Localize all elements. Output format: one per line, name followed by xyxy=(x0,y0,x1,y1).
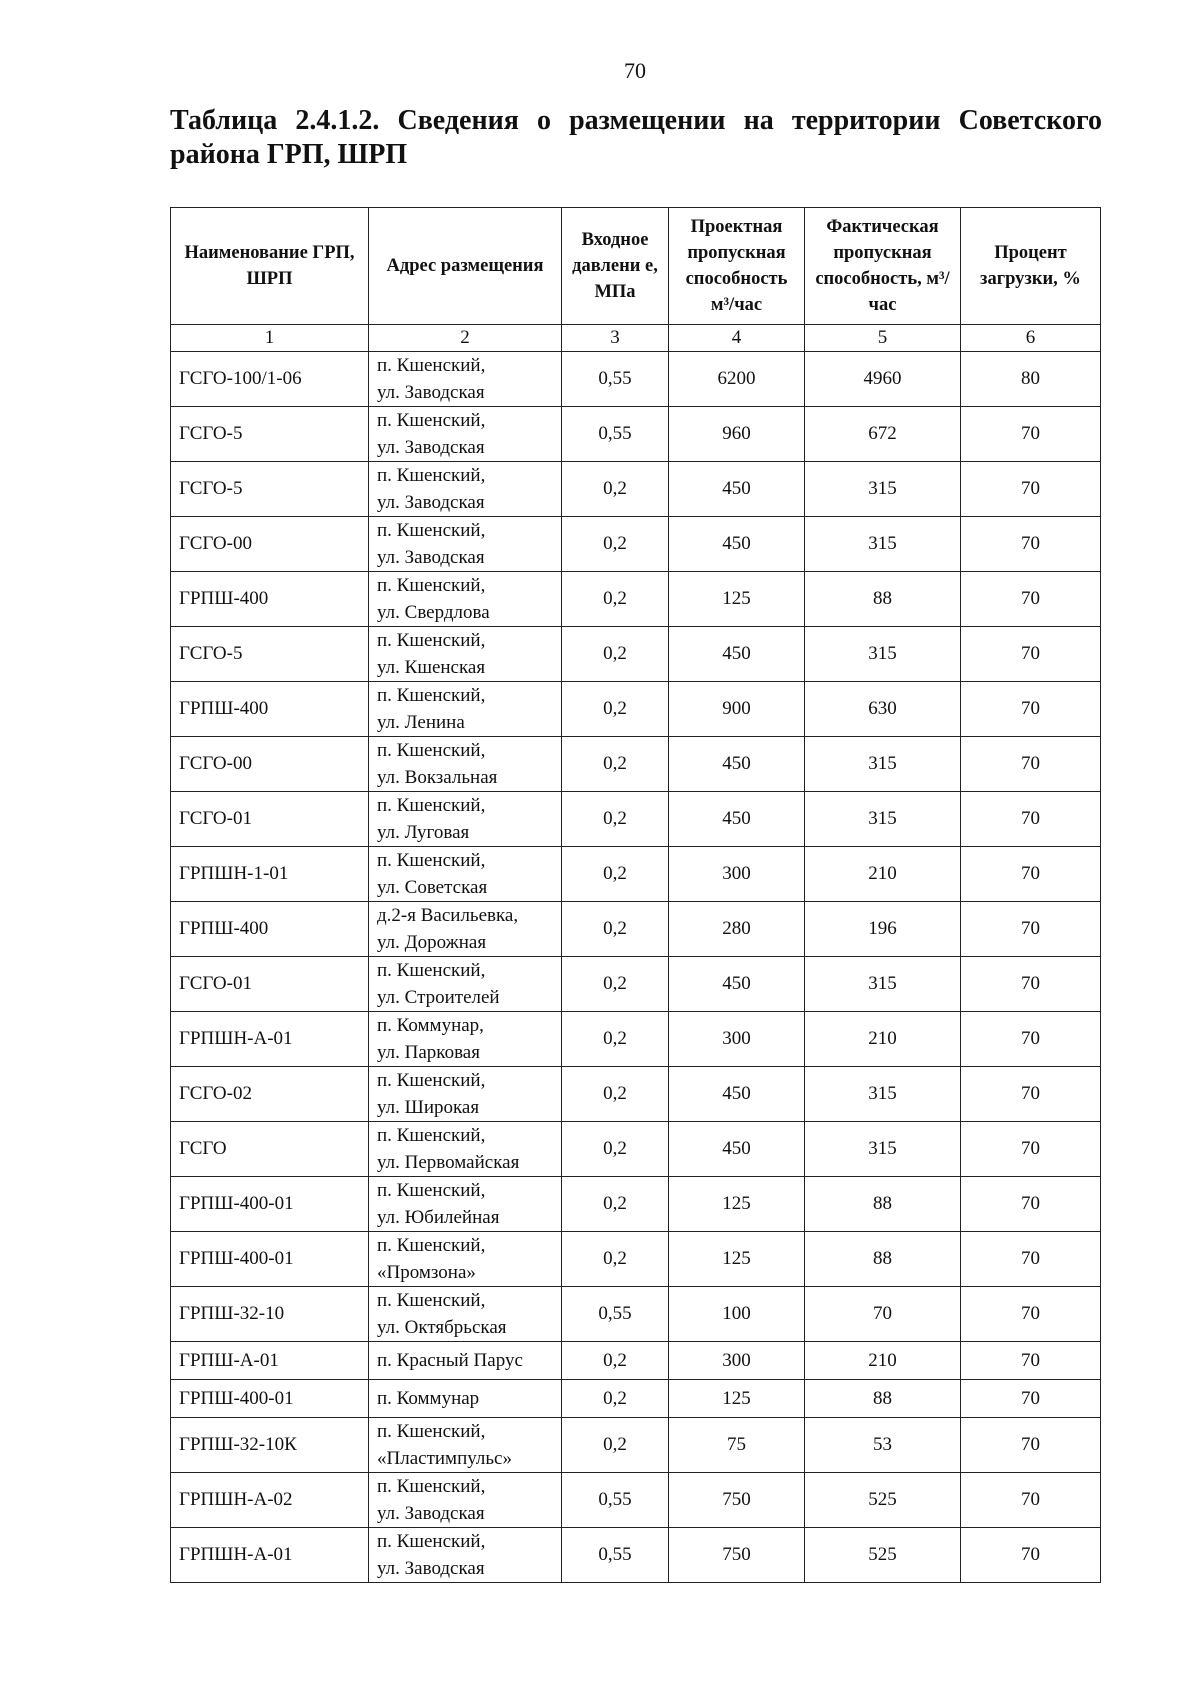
header-name: Наименование ГРП, ШРП xyxy=(171,208,369,325)
actual-capacity-cell: 70 xyxy=(805,1287,961,1342)
load-percent-cell: 70 xyxy=(961,517,1101,572)
pressure-cell: 0,2 xyxy=(562,1067,669,1122)
address-line-1: п. Кшенский, xyxy=(377,520,486,541)
address-line-1: п. Коммунар, xyxy=(377,1015,484,1036)
actual-capacity-cell: 672 xyxy=(805,407,961,462)
load-percent-cell: 70 xyxy=(961,462,1101,517)
address-line-1: п. Кшенский, xyxy=(377,1235,486,1256)
table-row xyxy=(171,1287,1101,1342)
address-line-1: п. Кшенский, xyxy=(377,850,486,871)
table-row xyxy=(171,1122,1101,1177)
address-line-1: п. Кшенский, xyxy=(377,1070,486,1091)
station-name-cell: ГСГО-00 xyxy=(171,517,369,572)
address-line-2: ул. Широкая xyxy=(377,1097,480,1118)
design-capacity-cell: 750 xyxy=(669,1528,805,1583)
pressure-cell: 0,2 xyxy=(562,682,669,737)
load-percent-cell: 70 xyxy=(961,1380,1101,1418)
load-percent-cell: 70 xyxy=(961,957,1101,1012)
design-capacity-cell: 450 xyxy=(669,1122,805,1177)
table-row xyxy=(171,737,1101,792)
station-name-cell: ГСГО-00 xyxy=(171,737,369,792)
table-row xyxy=(171,682,1101,737)
load-percent-cell: 70 xyxy=(961,847,1101,902)
address-line-1: п. Кшенский, xyxy=(377,575,486,596)
gas-stations-table xyxy=(170,207,1101,1583)
design-capacity-cell: 100 xyxy=(669,1287,805,1342)
actual-capacity-cell: 88 xyxy=(805,1380,961,1418)
address-cell xyxy=(369,462,562,517)
pressure-cell: 0,2 xyxy=(562,517,669,572)
page-number: 70 xyxy=(624,58,646,83)
actual-capacity-cell: 315 xyxy=(805,517,961,572)
table-row xyxy=(171,1473,1101,1528)
address-line-2: ул. Дорожная xyxy=(377,932,487,953)
load-percent-cell: 70 xyxy=(961,1232,1101,1287)
table-row xyxy=(171,1012,1101,1067)
design-capacity-cell: 300 xyxy=(669,1012,805,1067)
pressure-cell: 0,2 xyxy=(562,1177,669,1232)
address-cell xyxy=(369,792,562,847)
address-line-1: п. Кшенский, xyxy=(377,795,486,816)
actual-capacity-cell: 315 xyxy=(805,737,961,792)
address-line-1: п. Кшенский, xyxy=(377,1180,486,1201)
address-cell xyxy=(369,957,562,1012)
station-name-cell: ГРПШ-400 xyxy=(171,902,369,957)
column-number-row xyxy=(171,325,1101,352)
actual-capacity-cell: 315 xyxy=(805,1067,961,1122)
address-line-2: ул. Заводская xyxy=(377,437,485,458)
address-line-2: ул. Ленина xyxy=(377,712,465,733)
table-row xyxy=(171,1418,1101,1473)
actual-capacity-cell: 88 xyxy=(805,1232,961,1287)
table-row xyxy=(171,957,1101,1012)
address-line-2: ул. Парковая xyxy=(377,1042,480,1063)
design-capacity-cell: 125 xyxy=(669,572,805,627)
address-cell xyxy=(369,1122,562,1177)
column-number: 1 xyxy=(171,325,369,352)
design-capacity-cell: 125 xyxy=(669,1380,805,1418)
station-name-cell: ГСГО-5 xyxy=(171,462,369,517)
pressure-cell: 0,2 xyxy=(562,1418,669,1473)
actual-capacity-cell: 315 xyxy=(805,627,961,682)
address-line-2: ул. Заводская xyxy=(377,1558,485,1579)
address-cell xyxy=(369,352,562,407)
header-address: Адрес размещения xyxy=(369,208,562,325)
address-line-1: п. Кшенский, xyxy=(377,1290,486,1311)
address-line-1: п. Кшенский, xyxy=(377,355,486,376)
address-cell xyxy=(369,627,562,682)
column-number: 3 xyxy=(562,325,669,352)
load-percent-cell: 70 xyxy=(961,1177,1101,1232)
address-line-1: п. Кшенский, xyxy=(377,960,486,981)
load-percent-cell: 70 xyxy=(961,407,1101,462)
station-name-cell: ГСГО-100/1-06 xyxy=(171,352,369,407)
actual-capacity-cell: 88 xyxy=(805,1177,961,1232)
actual-capacity-cell: 315 xyxy=(805,462,961,517)
table-caption: Таблица 2.4.1.2. Сведения о размещении на территории Советского района ГРП, ШРП xyxy=(170,105,1102,170)
pressure-cell: 0,55 xyxy=(562,407,669,462)
pressure-cell: 0,2 xyxy=(562,1342,669,1380)
load-percent-cell: 70 xyxy=(961,1012,1101,1067)
pressure-cell: 0,2 xyxy=(562,1012,669,1067)
load-percent-cell: 70 xyxy=(961,1528,1101,1583)
address-line-1: д.2-я Васильевка, xyxy=(377,905,519,926)
actual-capacity-cell: 210 xyxy=(805,1012,961,1067)
table-row xyxy=(171,1380,1101,1418)
pressure-cell: 0,2 xyxy=(562,1122,669,1177)
table-row xyxy=(171,1232,1101,1287)
address-cell xyxy=(369,1473,562,1528)
load-percent-cell: 70 xyxy=(961,737,1101,792)
station-name-cell: ГРПШН-А-01 xyxy=(171,1012,369,1067)
address-line-2: ул. Октябрьская xyxy=(377,1317,507,1338)
load-percent-cell: 70 xyxy=(961,1473,1101,1528)
station-name-cell: ГРПШ-400 xyxy=(171,682,369,737)
address-cell xyxy=(369,407,562,462)
actual-capacity-cell: 196 xyxy=(805,902,961,957)
address-cell xyxy=(369,847,562,902)
address-cell xyxy=(369,1287,562,1342)
address-line-2: «Промзона» xyxy=(377,1262,476,1283)
station-name-cell: ГСГО-01 xyxy=(171,792,369,847)
design-capacity-cell: 750 xyxy=(669,1473,805,1528)
address-line-2: ул. Первомайская xyxy=(377,1152,520,1173)
table-row xyxy=(171,1067,1101,1122)
pressure-cell: 0,55 xyxy=(562,1473,669,1528)
address-line-2: «Пластимпульс» xyxy=(377,1448,512,1469)
address-line-2: ул. Заводская xyxy=(377,547,485,568)
design-capacity-cell: 450 xyxy=(669,1067,805,1122)
actual-capacity-cell: 315 xyxy=(805,1122,961,1177)
address-cell xyxy=(369,1232,562,1287)
actual-capacity-cell: 525 xyxy=(805,1473,961,1528)
design-capacity-cell: 900 xyxy=(669,682,805,737)
design-capacity-cell: 450 xyxy=(669,517,805,572)
address-line-1: п. Кшенский, xyxy=(377,740,486,761)
design-capacity-cell: 125 xyxy=(669,1232,805,1287)
table-row xyxy=(171,352,1101,407)
column-number: 2 xyxy=(369,325,562,352)
header-row xyxy=(171,208,1101,325)
address-cell xyxy=(369,1342,562,1380)
table-row xyxy=(171,572,1101,627)
load-percent-cell: 70 xyxy=(961,572,1101,627)
load-percent-cell: 70 xyxy=(961,1287,1101,1342)
load-percent-cell: 70 xyxy=(961,1418,1101,1473)
station-name-cell: ГРПШ-А-01 xyxy=(171,1342,369,1380)
actual-capacity-cell: 630 xyxy=(805,682,961,737)
address-line-1: п. Коммунар xyxy=(377,1388,480,1409)
station-name-cell: ГРПШН-А-02 xyxy=(171,1473,369,1528)
address-cell xyxy=(369,517,562,572)
station-name-cell: ГРПШ-400-01 xyxy=(171,1232,369,1287)
actual-capacity-cell: 210 xyxy=(805,1342,961,1380)
table-row xyxy=(171,462,1101,517)
table-row xyxy=(171,1177,1101,1232)
station-name-cell: ГРПШ-400-01 xyxy=(171,1177,369,1232)
design-capacity-cell: 450 xyxy=(669,792,805,847)
design-capacity-cell: 125 xyxy=(669,1177,805,1232)
address-cell xyxy=(369,737,562,792)
design-capacity-cell: 450 xyxy=(669,462,805,517)
address-line-1: п. Кшенский, xyxy=(377,1476,486,1497)
design-capacity-cell: 450 xyxy=(669,957,805,1012)
address-line-1: п. Кшенский, xyxy=(377,1125,486,1146)
address-cell xyxy=(369,1012,562,1067)
load-percent-cell: 70 xyxy=(961,1067,1101,1122)
table-row xyxy=(171,1528,1101,1583)
design-capacity-cell: 300 xyxy=(669,847,805,902)
pressure-cell: 0,2 xyxy=(562,627,669,682)
load-percent-cell: 70 xyxy=(961,682,1101,737)
address-line-2: ул. Заводская xyxy=(377,382,485,403)
pressure-cell: 0,2 xyxy=(562,737,669,792)
table-row xyxy=(171,407,1101,462)
station-name-cell: ГРПШ-400-01 xyxy=(171,1380,369,1418)
header-design-capacity: Проектная пропускная способность м³/час xyxy=(669,208,805,325)
load-percent-cell: 70 xyxy=(961,627,1101,682)
station-name-cell: ГСГО xyxy=(171,1122,369,1177)
header-load-percent: Процент загрузки, % xyxy=(961,208,1101,325)
pressure-cell: 0,2 xyxy=(562,902,669,957)
station-name-cell: ГСГО-5 xyxy=(171,407,369,462)
load-percent-cell: 70 xyxy=(961,792,1101,847)
load-percent-cell: 80 xyxy=(961,352,1101,407)
pressure-cell: 0,55 xyxy=(562,1528,669,1583)
design-capacity-cell: 450 xyxy=(669,627,805,682)
header-actual-capacity: Фактическая пропускная способность, м³/час xyxy=(805,208,961,325)
station-name-cell: ГРПШН-1-01 xyxy=(171,847,369,902)
address-line-1: п. Кшенский, xyxy=(377,630,486,651)
table-row xyxy=(171,627,1101,682)
address-line-2: ул. Кшенская xyxy=(377,657,486,678)
column-number: 4 xyxy=(669,325,805,352)
station-name-cell: ГРПШ-400 xyxy=(171,572,369,627)
design-capacity-cell: 75 xyxy=(669,1418,805,1473)
header-pressure: Входное давлени е, МПа xyxy=(562,208,669,325)
address-line-1: п. Кшенский, xyxy=(377,410,486,431)
table-row xyxy=(171,902,1101,957)
address-line-2: ул. Луговая xyxy=(377,822,470,843)
address-line-2: ул. Строителей xyxy=(377,987,500,1008)
actual-capacity-cell: 53 xyxy=(805,1418,961,1473)
address-line-2: ул. Советская xyxy=(377,877,488,898)
address-line-2: ул. Заводская xyxy=(377,492,485,513)
table-row xyxy=(171,792,1101,847)
design-capacity-cell: 450 xyxy=(669,737,805,792)
station-name-cell: ГРПШ-32-10 xyxy=(171,1287,369,1342)
pressure-cell: 0,2 xyxy=(562,1232,669,1287)
address-cell xyxy=(369,1418,562,1473)
station-name-cell: ГРПШ-32-10К xyxy=(171,1418,369,1473)
table-row xyxy=(171,1342,1101,1380)
address-line-2: ул. Юбилейная xyxy=(377,1207,500,1228)
pressure-cell: 0,55 xyxy=(562,352,669,407)
address-line-1: п. Кшенский, xyxy=(377,685,486,706)
load-percent-cell: 70 xyxy=(961,1122,1101,1177)
table-row xyxy=(171,517,1101,572)
actual-capacity-cell: 315 xyxy=(805,957,961,1012)
design-capacity-cell: 300 xyxy=(669,1342,805,1380)
address-line-1: п. Кшенский, xyxy=(377,1531,486,1552)
address-cell xyxy=(369,682,562,737)
address-line-2: ул. Свердлова xyxy=(377,602,490,623)
address-line-2: ул. Заводская xyxy=(377,1503,485,1524)
station-name-cell: ГСГО-5 xyxy=(171,627,369,682)
address-cell xyxy=(369,1528,562,1583)
address-cell xyxy=(369,902,562,957)
pressure-cell: 0,2 xyxy=(562,847,669,902)
address-cell xyxy=(369,1380,562,1418)
actual-capacity-cell: 88 xyxy=(805,572,961,627)
address-line-1: п. Кшенский, xyxy=(377,465,486,486)
column-number: 5 xyxy=(805,325,961,352)
station-name-cell: ГРПШН-А-01 xyxy=(171,1528,369,1583)
actual-capacity-cell: 210 xyxy=(805,847,961,902)
station-name-cell: ГСГО-01 xyxy=(171,957,369,1012)
pressure-cell: 0,2 xyxy=(562,957,669,1012)
load-percent-cell: 70 xyxy=(961,1342,1101,1380)
pressure-cell: 0,2 xyxy=(562,462,669,517)
address-line-2: ул. Вокзальная xyxy=(377,767,498,788)
station-name-cell: ГСГО-02 xyxy=(171,1067,369,1122)
pressure-cell: 0,2 xyxy=(562,572,669,627)
design-capacity-cell: 960 xyxy=(669,407,805,462)
pressure-cell: 0,2 xyxy=(562,1380,669,1418)
actual-capacity-cell: 525 xyxy=(805,1528,961,1583)
table-row xyxy=(171,847,1101,902)
design-capacity-cell: 6200 xyxy=(669,352,805,407)
actual-capacity-cell: 4960 xyxy=(805,352,961,407)
column-number: 6 xyxy=(961,325,1101,352)
actual-capacity-cell: 315 xyxy=(805,792,961,847)
address-cell xyxy=(369,572,562,627)
address-line-1: п. Кшенский, xyxy=(377,1421,486,1442)
address-line-1: п. Красный Парус xyxy=(377,1350,523,1371)
table-body xyxy=(171,352,1101,1583)
pressure-cell: 0,2 xyxy=(562,792,669,847)
address-cell xyxy=(369,1177,562,1232)
load-percent-cell: 70 xyxy=(961,902,1101,957)
pressure-cell: 0,55 xyxy=(562,1287,669,1342)
address-cell xyxy=(369,1067,562,1122)
design-capacity-cell: 280 xyxy=(669,902,805,957)
